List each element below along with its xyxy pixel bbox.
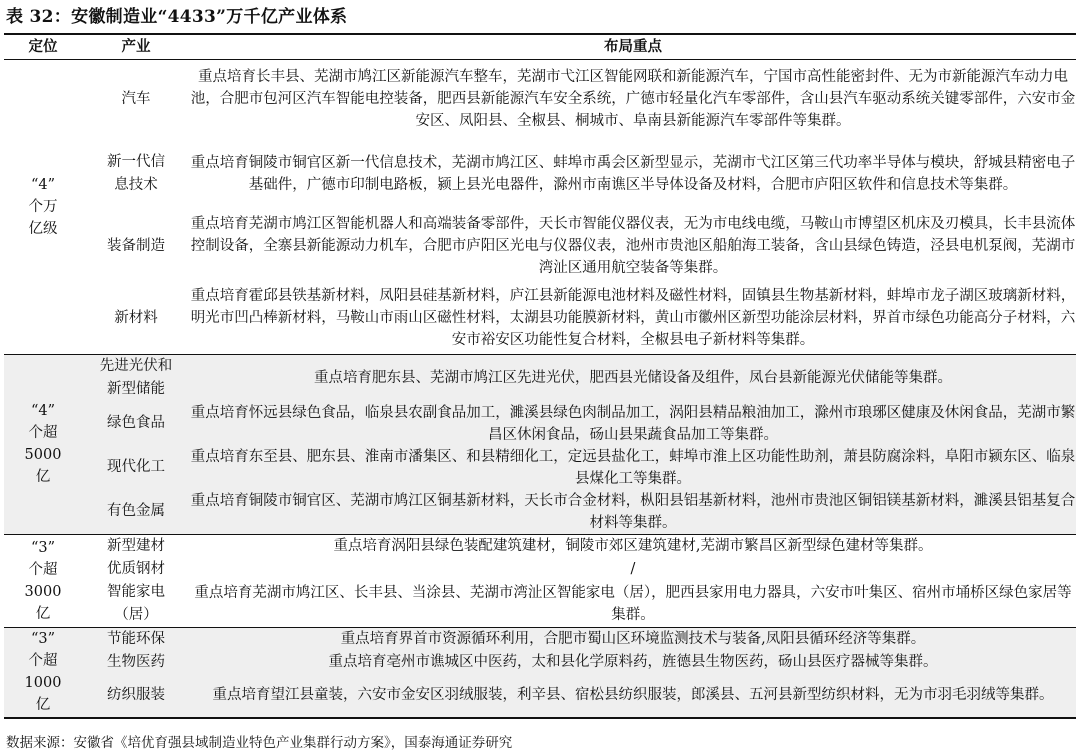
- header-position: 定位: [4, 34, 82, 60]
- industry-cell: 先进光伏和 新型储能: [82, 355, 190, 402]
- position-line: “4”: [30, 177, 56, 193]
- header-focus: 布局重点: [190, 34, 1076, 60]
- header-industry: 产业: [82, 34, 190, 60]
- focus-cell: 重点培育铜陵市铜官区新一代信息技术，芜湖市鸠江区、蚌埠市禹会区新型显示，芜湖市弋江区第三代功率半导体与模块，舒城县精密电子基础件，广德市印制电路板，颍上县光电器件，滁州市南谯区半导体设备及材料，合肥市庐阳区软件和信息技术等集群。: [190, 155, 1076, 193]
- position-line: 亿: [35, 469, 51, 486]
- source-note: 数据来源：安徽省《培优育强县域制造业特色产业集群行动方案》，国泰海通证券研究: [6, 735, 513, 751]
- position-cell: [4, 60, 82, 355]
- focus-cell: 重点培育长丰县、芜湖市鸠江区新能源汽车整车，芜湖市弋江区智能网联和新能源汽车，宁国市高性能密封件、无为市新能源汽车动力电池，合肥市包河区汽车智能电控装备，肥西县新能源汽车安全系统，广德市轻量化汽车零部件，含山县汽车驱动系统关键零部件，六安市金安区、凤阳县、全椒县、桐城市、阜南县新能源汽车零部件等集群。: [190, 69, 1076, 130]
- table-title: 表 32：安徽制造业“4433”万千亿产业体系: [6, 7, 348, 27]
- industry-cell: 生物医药: [82, 651, 190, 674]
- position-cell: [4, 355, 82, 535]
- focus-cell: 重点培育东至县、肥东县、淮南市潘集区、和县精细化工，定远县盐化工，蚌埠市淮上区功能性助剂，萧县防腐涂料，阜阳市颍东区、临泉县煤化工等集群。: [190, 446, 1076, 490]
- table-row: [4, 581, 1076, 628]
- industry-cell: 纺织服装: [82, 674, 190, 718]
- position-line: 亿级: [28, 221, 58, 237]
- position-line: 3000: [24, 583, 62, 600]
- focus-cell: 重点培育霍邱县铁基新材料，凤阳县硅基新材料，庐江县新能源电池材料及磁性材料，固镇县生物基新材料，蚌埠市龙子湖区玻璃新材料，明光市凹凸棒新材料，马鞍山市雨山区磁性材料，太湖县功能膜新材料，黄山市徽州区新型功能涂层材料，界首市绿色功能高分子材料，六安市裕安区功能性复合材料，全椒县电子新材料等集群。: [190, 288, 1076, 349]
- industry-cell: 新材料: [114, 309, 158, 326]
- focus-cell: 重点培育望江县童装，六安市金安区羽绒服装，利辛县、宿松县纺织服装，郎溪县、五河县新型纺织材料，无为市羽毛羽绒等集群。: [190, 674, 1076, 718]
- table-row: [4, 490, 1076, 535]
- table-row: [4, 210, 1076, 283]
- position-line: “4”: [30, 403, 56, 420]
- table-row: [4, 674, 1076, 718]
- industry-system-table: [4, 33, 1076, 719]
- table-row: [4, 627, 1076, 651]
- position-cell: [4, 534, 82, 627]
- focus-cell: 重点培育铜陵市铜官区、芜湖市鸠江区铜基新材料，天长市合金材料，枞阳县铝基新材料，池州市贵池区铜铝镁基新材料，濉溪县铝基复合材料等集群。: [190, 490, 1076, 535]
- focus-cell: 重点培育肥东县、芜湖市鸠江区先进光伏，肥西县光储设备及组件，凤台县新能源光伏储能等集群。: [190, 355, 1076, 402]
- industry-cell: 有色金属: [82, 490, 190, 535]
- table-row: [4, 402, 1076, 446]
- industry-cell: 绿色食品: [82, 402, 190, 446]
- position-line: 亿: [35, 697, 51, 713]
- industry-cell: 优质钢材: [107, 560, 165, 577]
- table-row: [4, 60, 1076, 139]
- industry-cell: 现代化工: [82, 446, 190, 490]
- position-line: 个超: [28, 653, 58, 669]
- table-header-row: [4, 34, 1076, 60]
- table-row: [4, 446, 1076, 490]
- focus-cell: 重点培育怀远县绿色食品，临泉县农副食品加工，濉溪县绿色肉制品加工，涡阳县精品粮油加工，滁州市琅琊区健康及休闲食品，芜湖市繁昌区休闲食品，砀山县果蔬食品加工等集群。: [190, 402, 1076, 446]
- position-line: “3”: [30, 539, 56, 556]
- table-row: [4, 651, 1076, 674]
- position-line: 个超: [28, 425, 58, 442]
- table-row: [4, 283, 1076, 355]
- focus-cell: 重点培育芜湖市鸠江区、长丰县、当涂县、芜湖市湾沚区智能家电（居），肥西县家用电力器具，六安市叶集区、宿州市埇桥区绿色家居等集群。: [194, 584, 1072, 623]
- focus-cell: /: [630, 561, 636, 577]
- position-line: 个万: [28, 199, 58, 215]
- position-line: “3”: [30, 631, 56, 647]
- position-line: 1000: [24, 675, 62, 691]
- industry-cell: 新一代信 息技术: [107, 154, 165, 193]
- table-row: [4, 558, 1076, 581]
- position-line: 5000: [24, 447, 62, 464]
- position-line: 个超: [28, 561, 58, 578]
- table-row: [4, 355, 1076, 402]
- industry-cell: 节能环保: [82, 627, 190, 651]
- table-row: [4, 534, 1076, 558]
- industry-cell: 装备制造: [107, 237, 165, 254]
- position-line: 亿: [35, 605, 51, 622]
- focus-cell: 重点培育亳州市谯城区中医药，太和县化学原料药，旌德县生物医药，砀山县医疗器械等集群。: [190, 651, 1076, 674]
- industry-cell: 新型建材: [82, 534, 190, 558]
- table-row: [4, 139, 1076, 210]
- industry-cell: 汽车: [121, 90, 151, 107]
- industry-cell: 智能家电 （居）: [107, 583, 165, 623]
- focus-cell: 重点培育芜湖市鸠江区智能机器人和高端装备零部件，天长市智能仪器仪表，无为市电线电缆，马鞍山市博望区机床及刃模具，长丰县流体控制设备，全寨县新能源动力机车，合肥市庐阳区光电与仪器仪表，池州市贵池区船舶海工装备，含山县绿色铸造，泾县电机泵阀，芜湖市湾沚区通用航空装备等集群。: [190, 216, 1076, 276]
- table-body: [4, 60, 1076, 718]
- position-cell: [4, 627, 82, 718]
- focus-cell: 重点培育界首市资源循环利用，合肥市蜀山区环境监测技术与装备,凤阳县循环经济等集群。: [190, 627, 1076, 651]
- focus-cell: 重点培育涡阳县绿色装配建筑建材，铜陵市郊区建筑建材,芜湖市繁昌区新型绿色建材等集群。: [190, 534, 1076, 558]
